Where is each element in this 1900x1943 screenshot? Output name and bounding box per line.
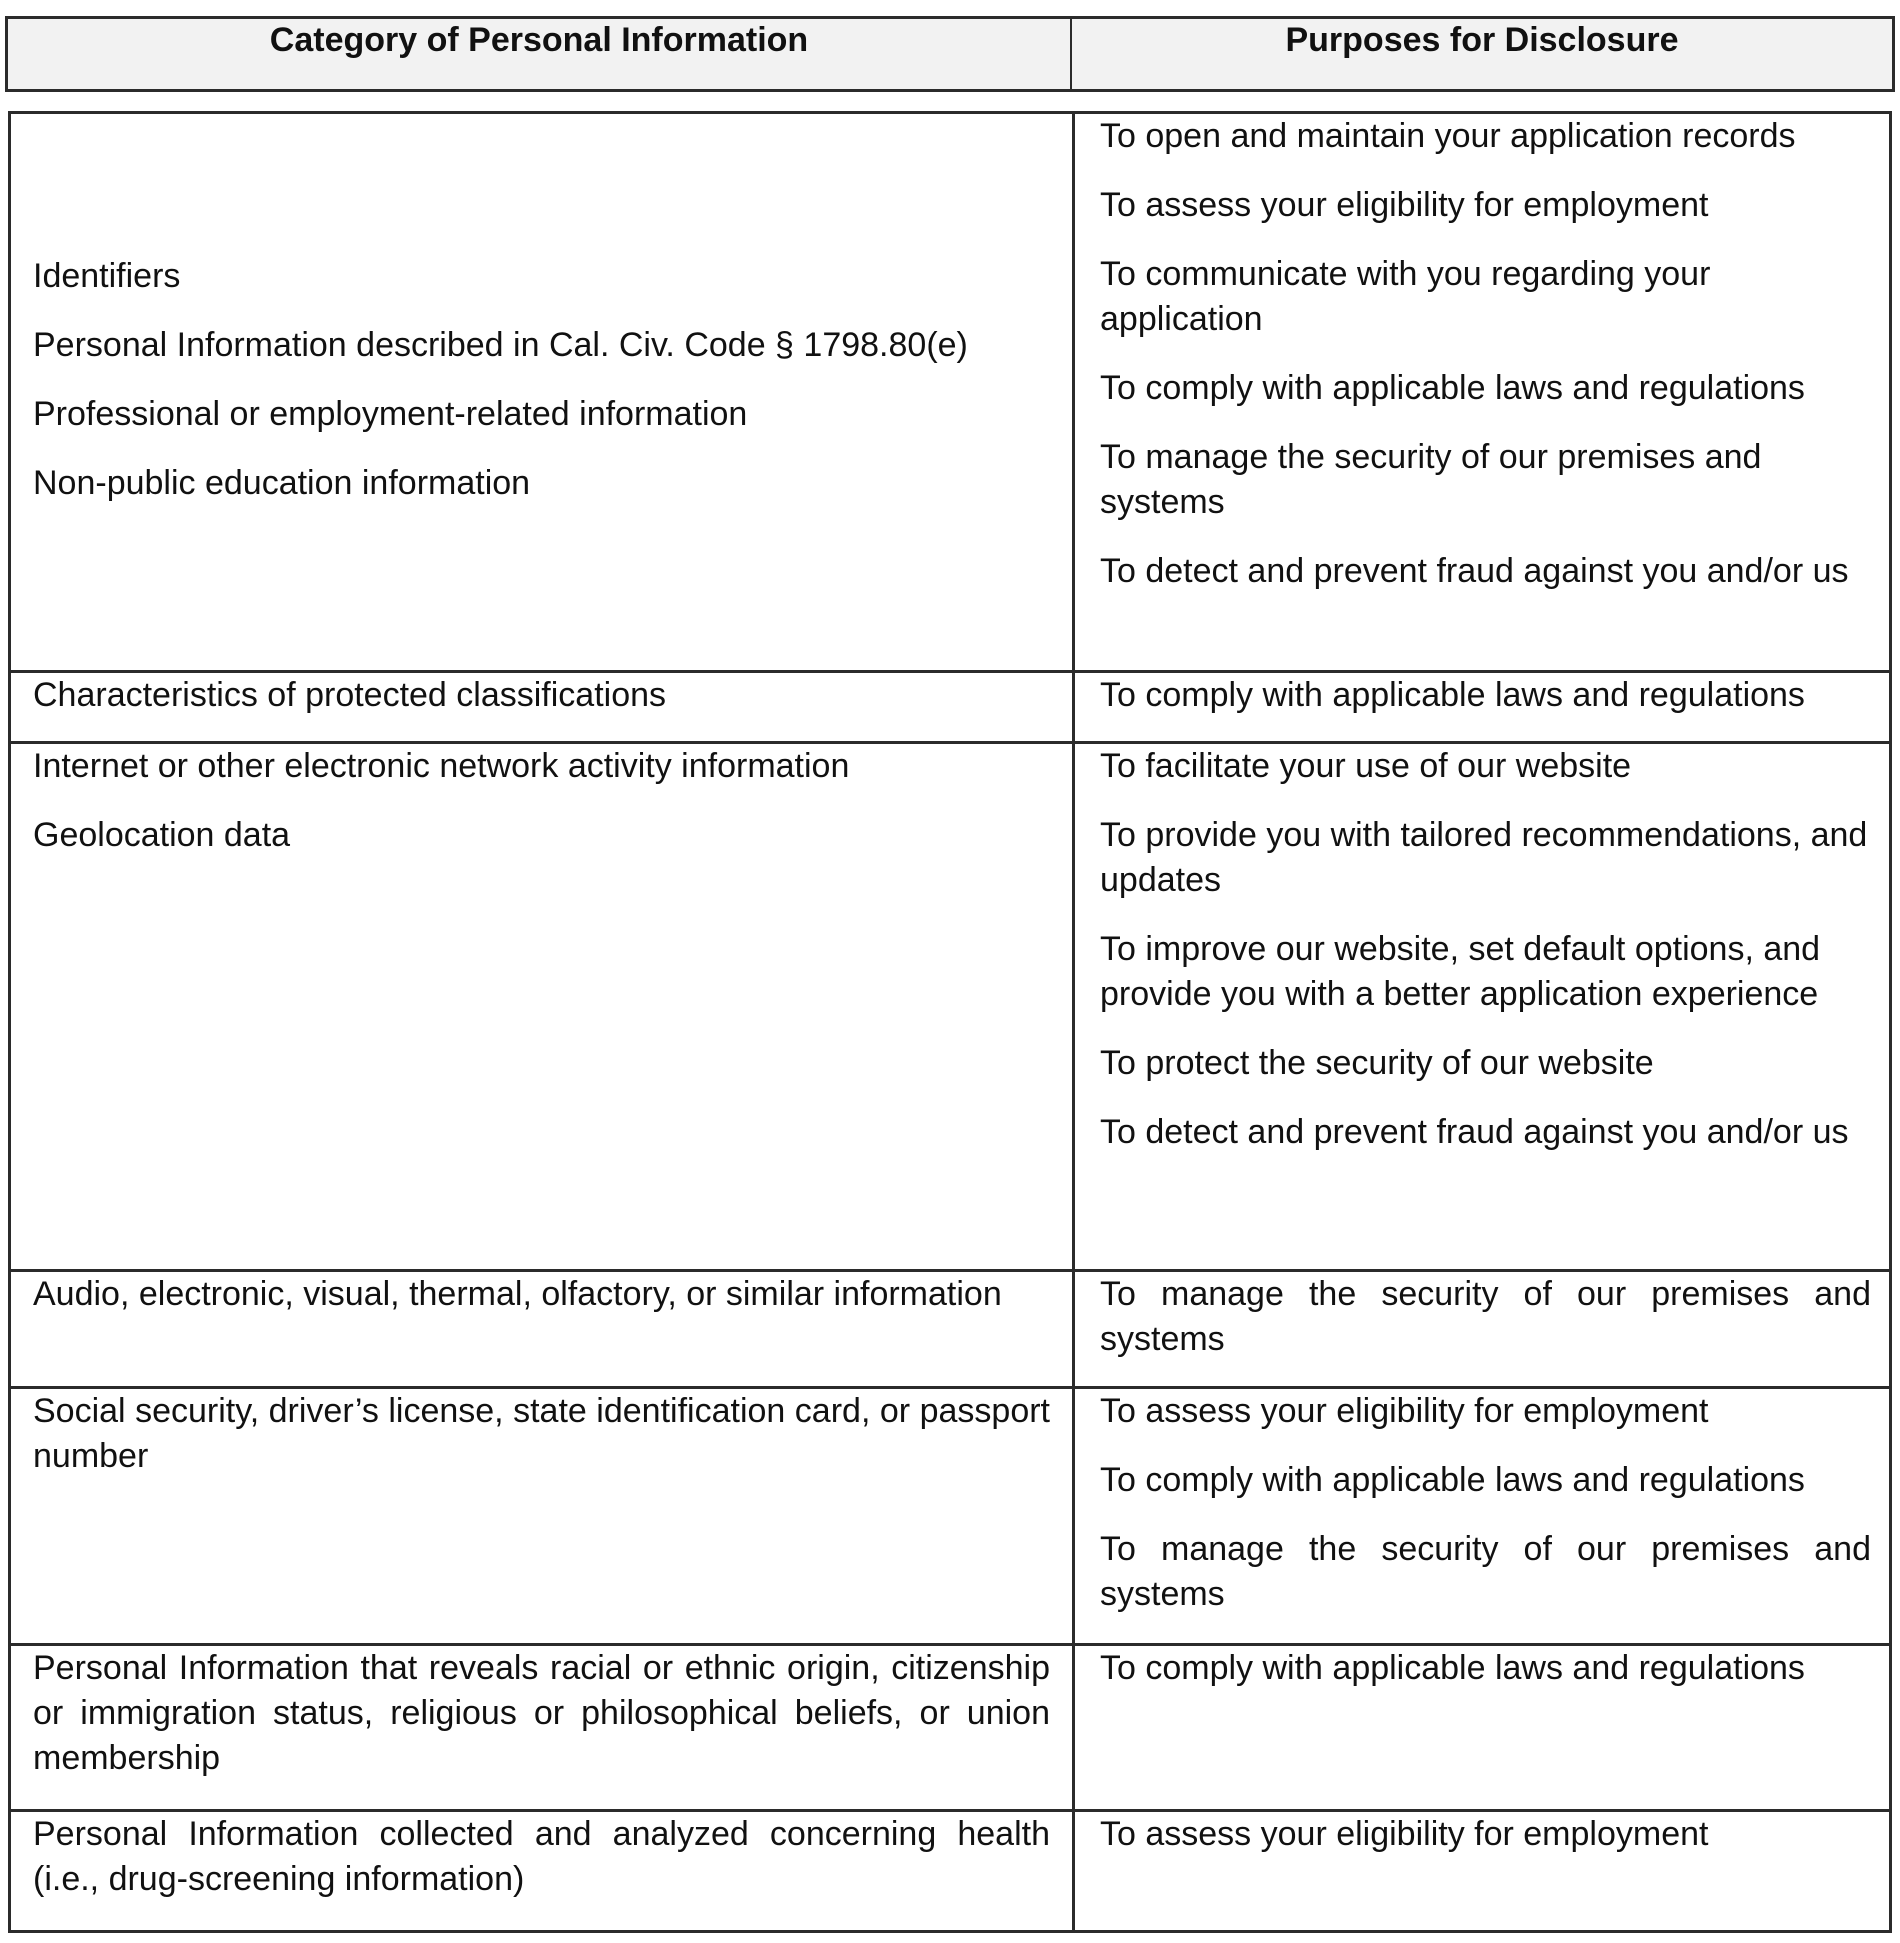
table-row [11, 1272, 1889, 1389]
category-item: Non-public education information [33, 464, 531, 502]
table-header [5, 16, 1895, 92]
purposes-cell [1075, 744, 1889, 1269]
category-cell [11, 744, 1075, 1269]
purpose-item: To communicate with you regarding your application [1100, 255, 1711, 338]
purpose-item: To provide you with tailored recommendations, and updates [1100, 816, 1868, 899]
purpose-item: To assess your eligibility for employment [1100, 1392, 1709, 1430]
category-cell [11, 1389, 1075, 1643]
purpose-item: To manage the security of our premises and systems [1100, 438, 1762, 521]
purposes-cell [1075, 673, 1889, 741]
category-item: Identifiers [33, 257, 181, 295]
category-cell [11, 1646, 1075, 1809]
purposes-cell [1075, 1812, 1889, 1930]
disclosure-table [8, 111, 1892, 1933]
purpose-item: To manage the security of our premises and systems [1100, 1530, 1871, 1613]
purpose-item: To protect the security of our website [1100, 1044, 1654, 1082]
purpose-item: To detect and prevent fraud against you and/or us [1100, 1113, 1849, 1151]
purpose-item: To open and maintain your application records [1100, 117, 1796, 155]
table-row [11, 1646, 1889, 1812]
category-item: Personal Information described in Cal. Civ. Code § 1798.80(e) [33, 326, 968, 364]
table-row [11, 114, 1889, 673]
purpose-item: To comply with applicable laws and regulations [1100, 676, 1805, 714]
header-category: Category of Personal Information [8, 19, 1072, 90]
category-item: Geolocation data [33, 816, 291, 854]
purpose-item: To assess your eligibility for employment [1100, 186, 1709, 224]
purposes-cell [1075, 1389, 1889, 1643]
purpose-item: To assess your eligibility for employment [1100, 1815, 1709, 1853]
purpose-item: To manage the security of our premises and systems [1100, 1275, 1871, 1358]
category-item: Personal Information that reveals racial or ethnic origin, citizenship or immigration status, religious or philosophical beliefs, or union membership [33, 1649, 1050, 1777]
purposes-cell [1075, 1272, 1889, 1386]
category-item: Professional or employment-related information [33, 395, 748, 433]
purpose-item: To comply with applicable laws and regulations [1100, 1461, 1805, 1499]
table-row [11, 673, 1889, 744]
table-row [11, 744, 1889, 1272]
category-cell [11, 1272, 1075, 1386]
header-purposes: Purposes for Disclosure [1285, 21, 1679, 59]
category-cell [11, 1812, 1075, 1930]
category-item: Characteristics of protected classifications [33, 676, 667, 714]
table-row [11, 1812, 1889, 1930]
category-cell [11, 114, 1075, 670]
purpose-item: To facilitate your use of our website [1100, 747, 1632, 785]
purposes-cell [1075, 114, 1889, 670]
purpose-item: To comply with applicable laws and regulations [1100, 1649, 1805, 1687]
category-item: Audio, electronic, visual, thermal, olfactory, or similar information [33, 1275, 1002, 1313]
purpose-item: To improve our website, set default options, and provide you with a better application experience [1100, 930, 1821, 1013]
category-item: Personal Information collected and analyzed concerning health (i.e., drug-screening information) [33, 1815, 1050, 1898]
category-cell [11, 673, 1075, 741]
purpose-item: To comply with applicable laws and regulations [1100, 369, 1805, 407]
category-item: Social security, driver’s license, state identification card, or passport number [33, 1392, 1050, 1475]
table-row [11, 1389, 1889, 1646]
category-item: Internet or other electronic network activity information [33, 747, 850, 785]
purpose-item: To detect and prevent fraud against you and/or us [1100, 552, 1849, 590]
purposes-cell [1075, 1646, 1889, 1809]
